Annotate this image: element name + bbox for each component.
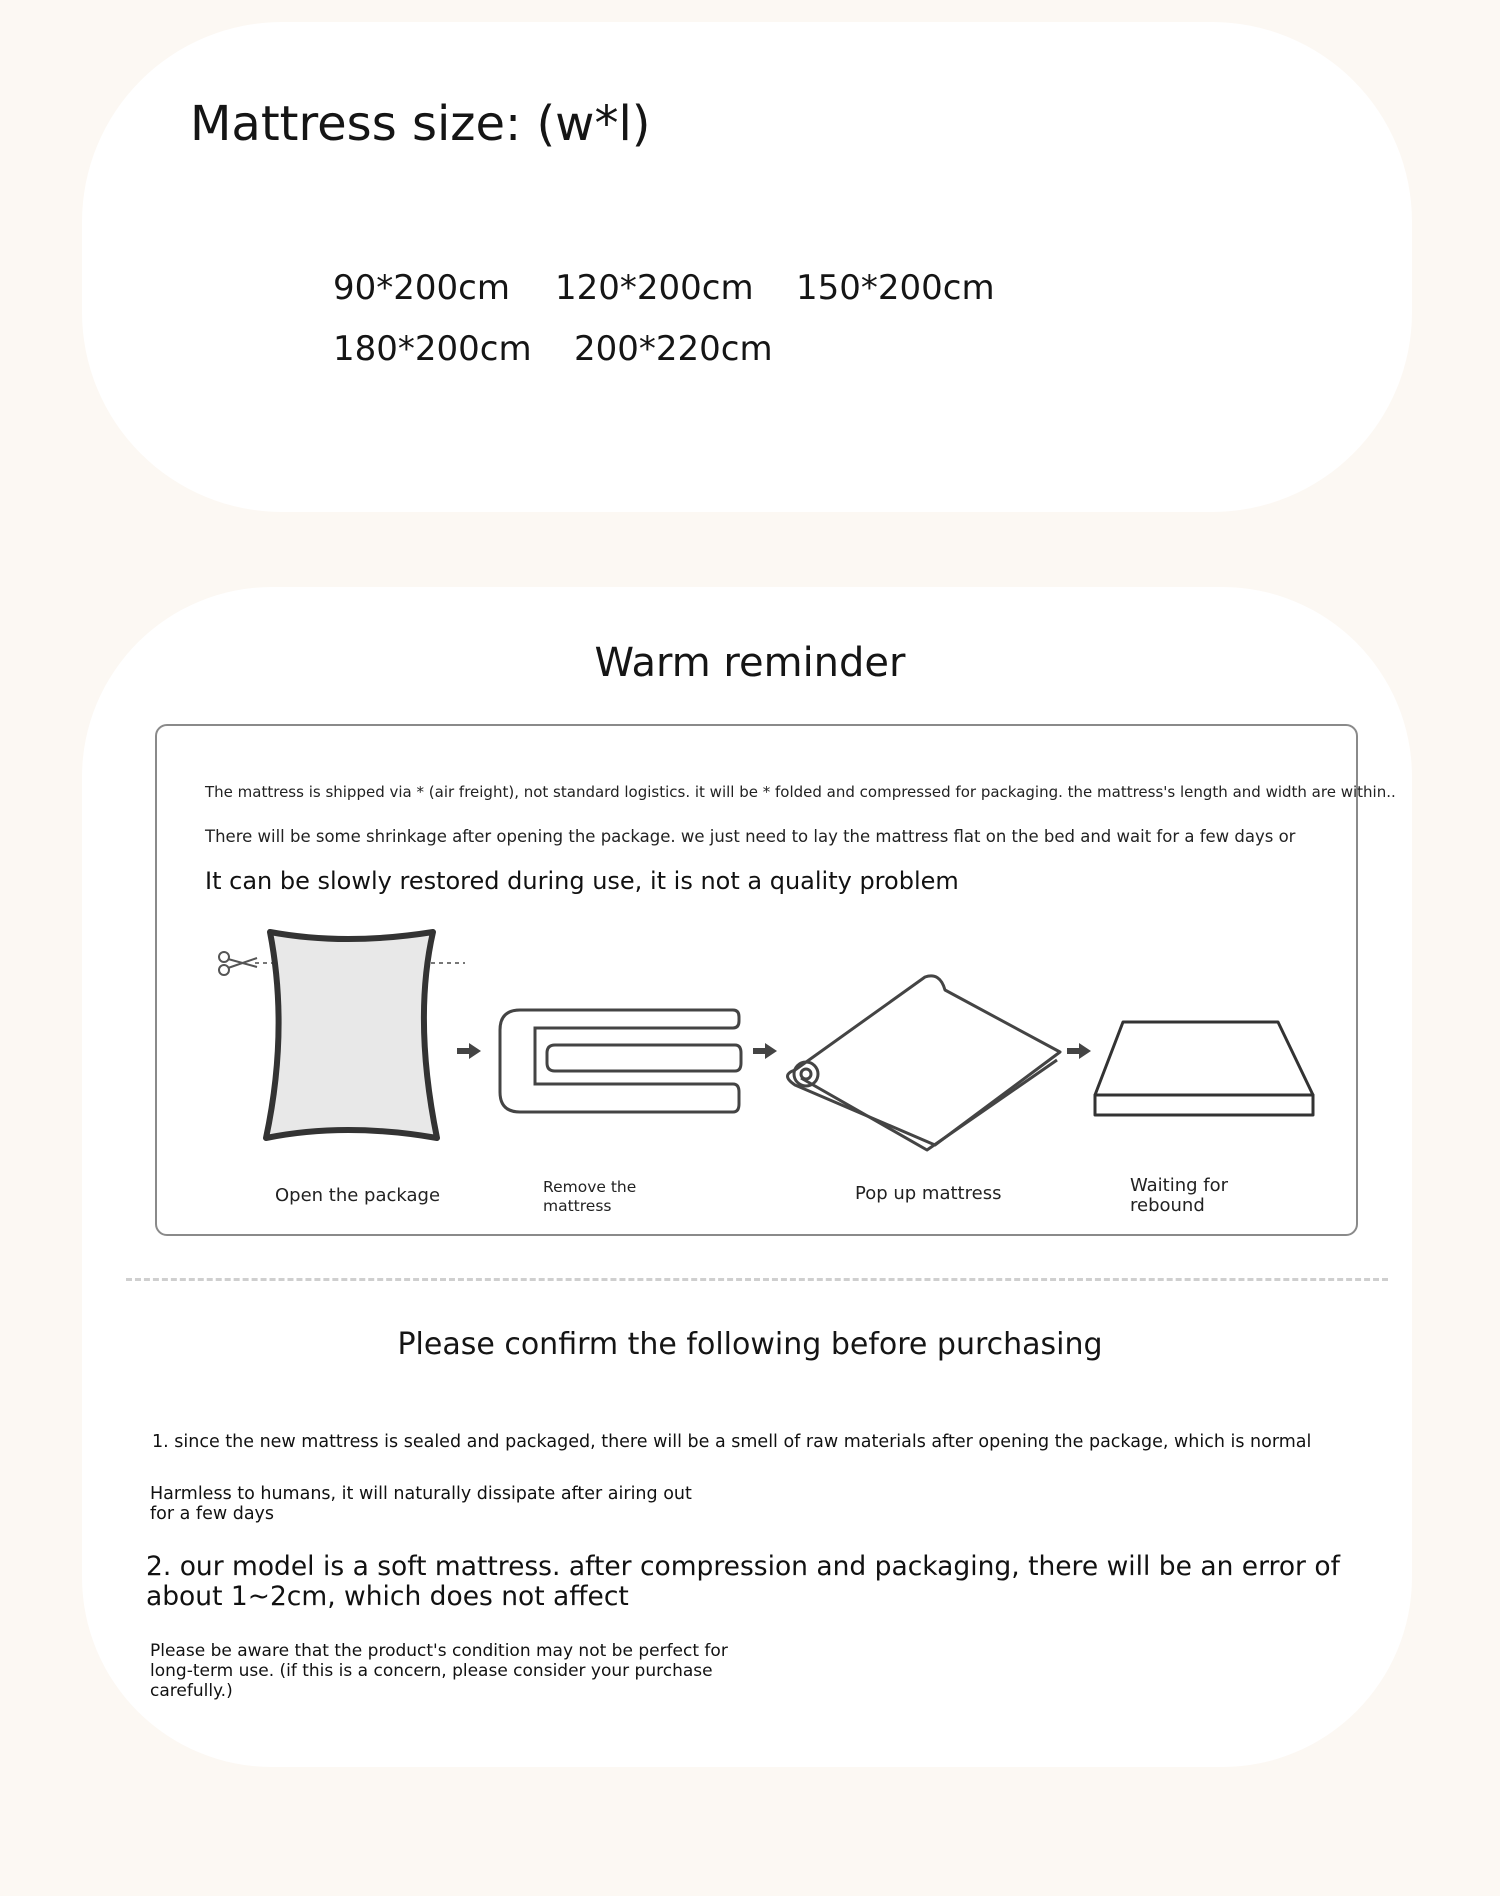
size-option: 150*200cm: [796, 268, 995, 308]
step-label-remove: Remove the mattress: [543, 1178, 637, 1215]
reminder-line: The mattress is shipped via * (air freight), not standard logistics. it will be * folded and compressed for packaging. the mattress's length and width are within..: [205, 783, 1396, 801]
step-label-open: Open the package: [275, 1185, 441, 1206]
arrow-icon: [753, 1043, 777, 1059]
rolled-mattress-icon: [788, 976, 1061, 1150]
reminder-line: It can be slowly restored during use, it is not a quality problem: [205, 867, 959, 895]
step-label-wait: Waiting for rebound: [1130, 1175, 1229, 1216]
size-option: 180*200cm: [333, 329, 532, 369]
size-option: 200*220cm: [574, 329, 773, 369]
confirm-item: 1. since the new mattress is sealed and packaged, there will be a smell of raw materials after opening the package, which is normal: [152, 1432, 1312, 1452]
divider: [126, 1278, 1388, 1281]
unpacking-steps-illustration: [155, 900, 1358, 1200]
confirm-title: Please confirm the following before purchasing: [397, 1327, 1103, 1362]
flat-mattress-icon: [1095, 1022, 1313, 1115]
confirm-item: Harmless to humans, it will naturally dissipate after airing out for a few days: [150, 1484, 692, 1524]
size-title: Mattress size: (w*l): [190, 96, 651, 152]
folded-mattress-icon: [500, 1010, 741, 1112]
scissors-icon: [219, 952, 257, 975]
reminder-title: Warm reminder: [594, 640, 906, 686]
package-bag-icon: [266, 932, 437, 1138]
confirm-item: 2. our model is a soft mattress. after compression and packaging, there will be an error of about 1~2cm, which does not affect: [146, 1551, 1340, 1612]
arrow-icon: [457, 1043, 481, 1059]
confirm-item: Please be aware that the product's condition may not be perfect for long-term use. (if this is a concern, please consider your purchase carefully.): [150, 1641, 728, 1701]
size-option: 120*200cm: [555, 268, 754, 308]
reminder-line: There will be some shrinkage after opening the package. we just need to lay the mattress flat on the bed and wait for a few days or: [205, 827, 1296, 846]
size-option: 90*200cm: [333, 268, 510, 308]
arrow-icon: [1067, 1043, 1091, 1059]
step-label-pop: Pop up mattress: [855, 1183, 1002, 1204]
